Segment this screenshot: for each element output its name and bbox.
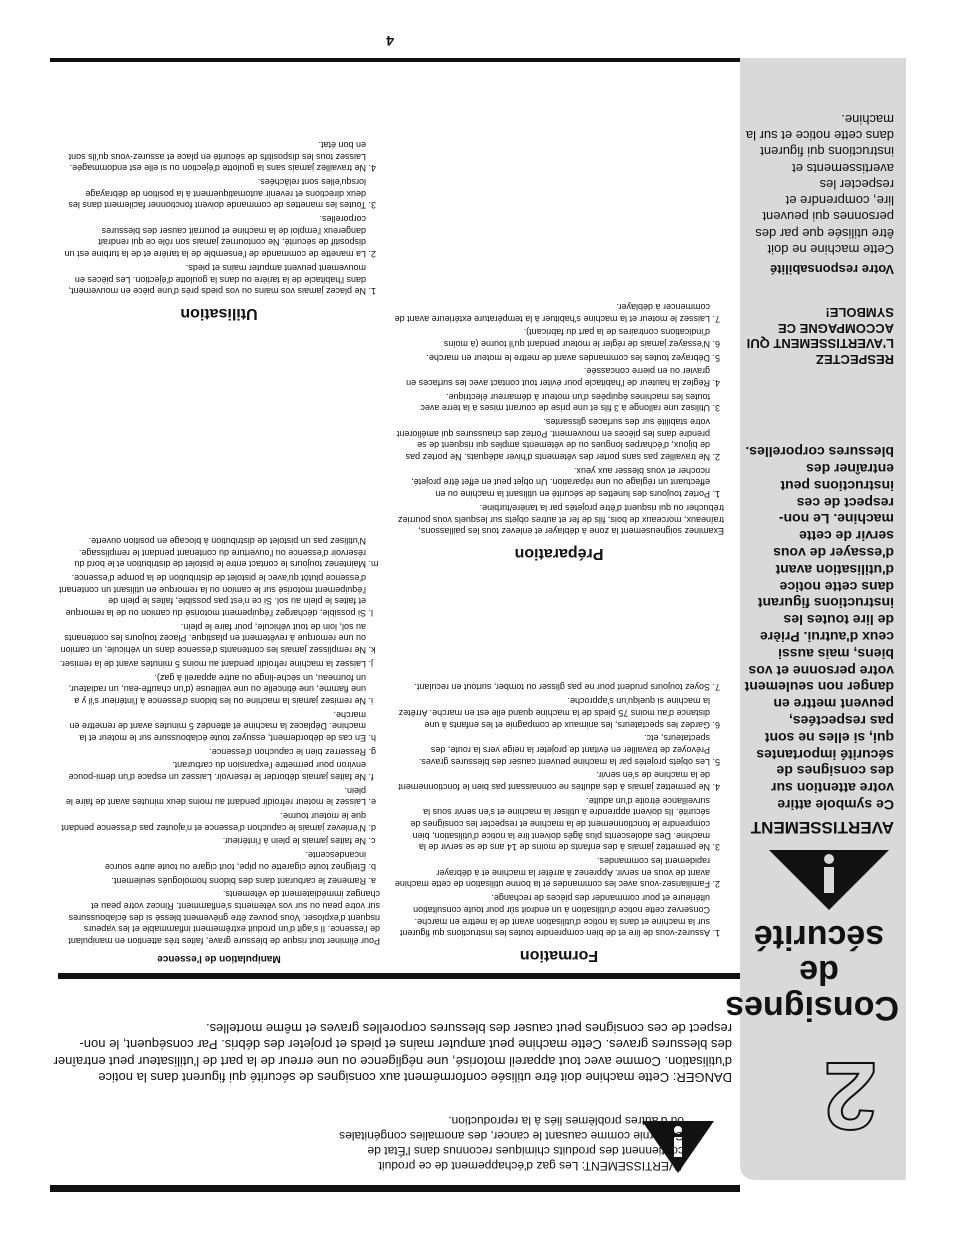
fuel-section xyxy=(58,365,380,965)
list-item: 2. La manette de commande de l'ensemble de la tarière et de la turbine est un dispositif de sécurité. Ne contournez jamais son rôle ce qui rendrait dangereux l'emploi de la machine et pourrait causer des blessures corporelles. xyxy=(58,212,366,259)
warning-icon xyxy=(764,845,894,915)
list-item: i. Ne remisez jamais la machine ou les bidons d'essence à l'intérieur s'il y a une flamme, une étincelle ou une veilleuse (d'un chauffe-eau, un radiateur, un fourneau, un sèche-linge ou autre appareil à gaz). xyxy=(58,671,366,706)
list-item: 1. Assurez-vous de lire et de bien comprendre toutes les instructions qui figurent sur la machine et dans la notice d'utilisation avant de la mettre en marche. Conservez cette notice d'utilisation à un endroit sûr pour toute consultation ultérieure et pour commander des pièces de rechange. xyxy=(394,891,710,938)
california-warning: AVERTISSEMENT: Les gaz d'échappement de ce produit contiennent des produits chimiques reconnus dans l'État de Californie comme causant le cancer, des anomalies congénitales ou d'autres problèmes liés à la reproduction. xyxy=(339,1114,684,1173)
preparation-intro: Examinez soigneusement la zone à déblayer et enlevez tous les paillassons, traîneaux, morceaux de bois, fils de fer et autres objets sur lesquels vous pourriez trébucher ou qui risquent d'être projetés par la tarière/turbine. xyxy=(397,502,724,537)
list-item: 5. Débrayez toutes les commandes avant de mettre le moteur en marche. xyxy=(394,351,710,363)
list-item: g. Resserrez bien le capuchon d'essence. xyxy=(58,745,366,757)
page-number: 4 xyxy=(386,33,394,49)
sidebar-intro: Ce symbole attire votre attention sur des consignes de sécurité importantes qui, si elles ne sont pas respectées, peuvent mettre en danger non seulement votre personne et vos biens, mais aussi ceux d'autrui. Prière de lire toutes les instructions figurant dans cette notice d'utilisation avant d'essayer de vous servir de cette machine. Le non-respect de ces instructions peut entraîner des blessures corporelles. xyxy=(744,444,894,813)
sidebar-heading: AVERTISSEMENT xyxy=(750,818,894,837)
formation-list xyxy=(394,681,724,938)
list-item: 5. Les objets projetés par la machine peuvent causer des blessures graves. Prévoyez de travailler en évitant de projeter la neige vers la route, des spectateurs, etc. xyxy=(394,732,710,767)
bottom-rule xyxy=(50,58,740,62)
utilisation-title: Utilisation xyxy=(180,305,258,322)
list-item: f. Ne faites jamais déborder le réservoir. Laissez un espace d'un demi-pouce environ pour permettre l'expansion du carburant. xyxy=(58,759,366,782)
danger-notice: DANGER: Cette machine doit être utilisée conformément aux consignes de sécurité qui figurent dans la notice d'utilisation. Comme avec tout appareil motorisé, une négligence ou une erreur de la part de l'utilisateur peut entraîner des blessures graves. Cette machine peut amputer mains et pieds et projeter des débris. Par conséquent, le non-respect de ces consignes peut causer des blessures corporelles graves et même mortelles. xyxy=(53,1021,732,1085)
list-item: m. Maintenez toujours le contact entre le pistolet de distribution et le bord du réservoir d'essence ou l'ouverture du contenant pendant le remplissage. N'utilisez pas un pistolet de distribution à blocage en position ouverte. xyxy=(58,534,366,569)
utilisation-section xyxy=(58,73,380,323)
formation-section xyxy=(394,682,724,965)
list-item: 1. Portez toujours des lunettes de sécurité en utilisant la machine ou en effectuant un réglage ou une réparation. Un objet peut en effet être projeté, ricocher et vous blesser aux yeux. xyxy=(394,464,710,499)
list-item: b. Éteignez toute cigarette ou pipe, tout cigare ou toute autre source incandescente. xyxy=(58,849,366,872)
list-item: d. N'enlevez jamais le capuchon d'essence et n'ajoutez pas d'essence pendant que le moteur tourne. xyxy=(58,809,366,832)
responsibility-title: Votre responsabilité xyxy=(769,262,894,277)
list-item: 2. Familiarisez-vous avec les commandes et la bonne utilisation de cette machine avant de vous en servir. Apprenez à arrêter la machine et à débrayer rapidement les commandes. xyxy=(394,854,710,889)
responsibility-text: Cette machine ne doit être utilisée que par des personnes qui peuvent lire, comprendre et respecter les avertissements et instructions qui figurent dans cette notice et sur la machine. xyxy=(745,112,894,257)
list-item: 4. Réglez la hauteur de l'habitacle pour éviter tout contact avec les surfaces en gravier ou en pierre concassée. xyxy=(394,365,710,388)
list-item: l. Si possible, déchargez l'équipement motorisé du camion ou de la remorque et faites le plein au sol. Si ce n'est pas possible, faites le plein de l'équipement motorisé sur le camion ou la remorque en utilisant un contenant d'essence plutôt qu'avec le pistolet de distribution de la pompe d'essence. xyxy=(58,571,366,618)
list-item: 6. Gardez les spectateurs, les animaux de compagnie et les enfants à une distance d'au moins 75 pieds de la machine quand elle est en marche. Arrêtez la machine si quelqu'un s'approche. xyxy=(394,694,710,729)
list-item: 2. Ne travaillez pas sans porter des vêtements d'hiver adéquats. Ne portez pas de bijoux, d'écharpes longues ou de vêtements amples qui risquent de se prendre dans les pièces en mouvement. Portez des chaussures qui améliorent votre stabilité sur des surfaces glissantes. xyxy=(394,415,710,462)
fuel-intro: Pour éliminer tout risque de blessure grave, faites très attention en manipulant de l'essence. Il s'agit d'un produit extrêmement inflammable et les vapeurs risquent d'exploser. Vous pouvez être grièvement blessé si des éclaboussures sur votre peau ou sur vos vêtements s'enflamment. Rincez votre peau et changez immédiatement de vêtements. xyxy=(68,889,380,946)
list-item: 3. Toutes les manettes de commande doivent fonctionner facilement dans les deux directions et revenir automatiquement à la position de débrayage lorsqu'elles sont relâchées. xyxy=(58,175,366,210)
list-item: 6. N'essayez jamais de régler le moteur pendant qu'il tourne (à moins d'indications contraires de la part du fabricant). xyxy=(394,326,710,349)
list-item: 3. Ne permettez jamais à des enfants de moins de 14 ans de se servir de la machine. Des adolescents plus âgés doivent lire la notice d'utilisation, bien comprendre le fonctionnement de la machine et respecter les consignes de sécurité. Ils doivent apprendre à utiliser la machine et s'en servir sous la surveillance étroite d'un adulte. xyxy=(394,794,710,852)
list-item: 4. Ne permettez jamais à des adultes ne connaissant pas bien le fonctionnement de la machine de s'en servir. xyxy=(394,769,710,792)
list-item: k. Ne remplissez jamais les contenants d'essence dans un véhicule, un camion ou une remorque à revêtement en plastique. Placez toujours les contenants au sol, loin de tout véhicule, pour faire le plein. xyxy=(58,620,366,655)
preparation-list xyxy=(394,300,724,499)
list-item: c. Ne faites jamais le plein à l'intérieur. xyxy=(58,835,366,847)
preparation-section xyxy=(394,123,724,563)
list-item: a. Ramenez le carburant dans des bidons homologués seulement. xyxy=(58,874,366,886)
formation-title: Formation xyxy=(519,947,599,964)
preparation-title: Préparation xyxy=(514,545,604,562)
section-number: 2 xyxy=(823,1042,877,1149)
section-title: Consignes de sécurité xyxy=(725,917,899,1027)
top-rule xyxy=(50,1185,740,1192)
list-item: 7. Soyez toujours prudent pour ne pas glisser ou tomber, surtout en reculant. xyxy=(394,681,710,693)
sidebar-respect: RESPECTEZ L'AVERTISSEMENT QUI ACCOMPAGNE CE SYMBOLE! xyxy=(746,305,894,367)
middle-rule xyxy=(58,973,740,979)
utilisation-list xyxy=(58,138,380,296)
list-item: 4. Ne travaillez jamais sans la goulotte d'éjection ou si elle est endommagée. Laissez tous les dispositifs de sécurité en place et assurez-vous qu'ils sont en bon état. xyxy=(58,138,366,173)
list-item: j. Laissez la machine refroidir pendant au moins 5 minutes avant de la remiser. xyxy=(58,657,366,669)
list-item: h. En cas de débordement, essuyez toute éclaboussure sur le moteur et la machine. Déplacez la machine et attendez 5 minutes avant de remettre en marche. xyxy=(58,708,366,743)
list-item: 7. Laissez le moteur et la machine s'habituer à la température extérieure avant de commencer à déblayer. xyxy=(394,300,710,323)
list-item: 3. Utilisez une rallonge à 3 fils et une prise de courant mises à la terre avec toutes les machines équipées d'un moteur à démarreur électrique. xyxy=(394,390,710,413)
list-item: 1. Ne placez jamais vos mains ou vos pieds près d'une pièce en mouvement, dans l'habitacle de la tarière ou dans la goulotte d'éjection. Les pièces en mouvement peuvent amputer mains et pieds. xyxy=(58,261,366,296)
fuel-list xyxy=(58,534,380,885)
fuel-title: Manipulation de l'essence xyxy=(157,953,281,964)
list-item: e. Laissez le moteur refroidir pendant au moins deux minutes avant de faire le plein. xyxy=(58,784,366,807)
